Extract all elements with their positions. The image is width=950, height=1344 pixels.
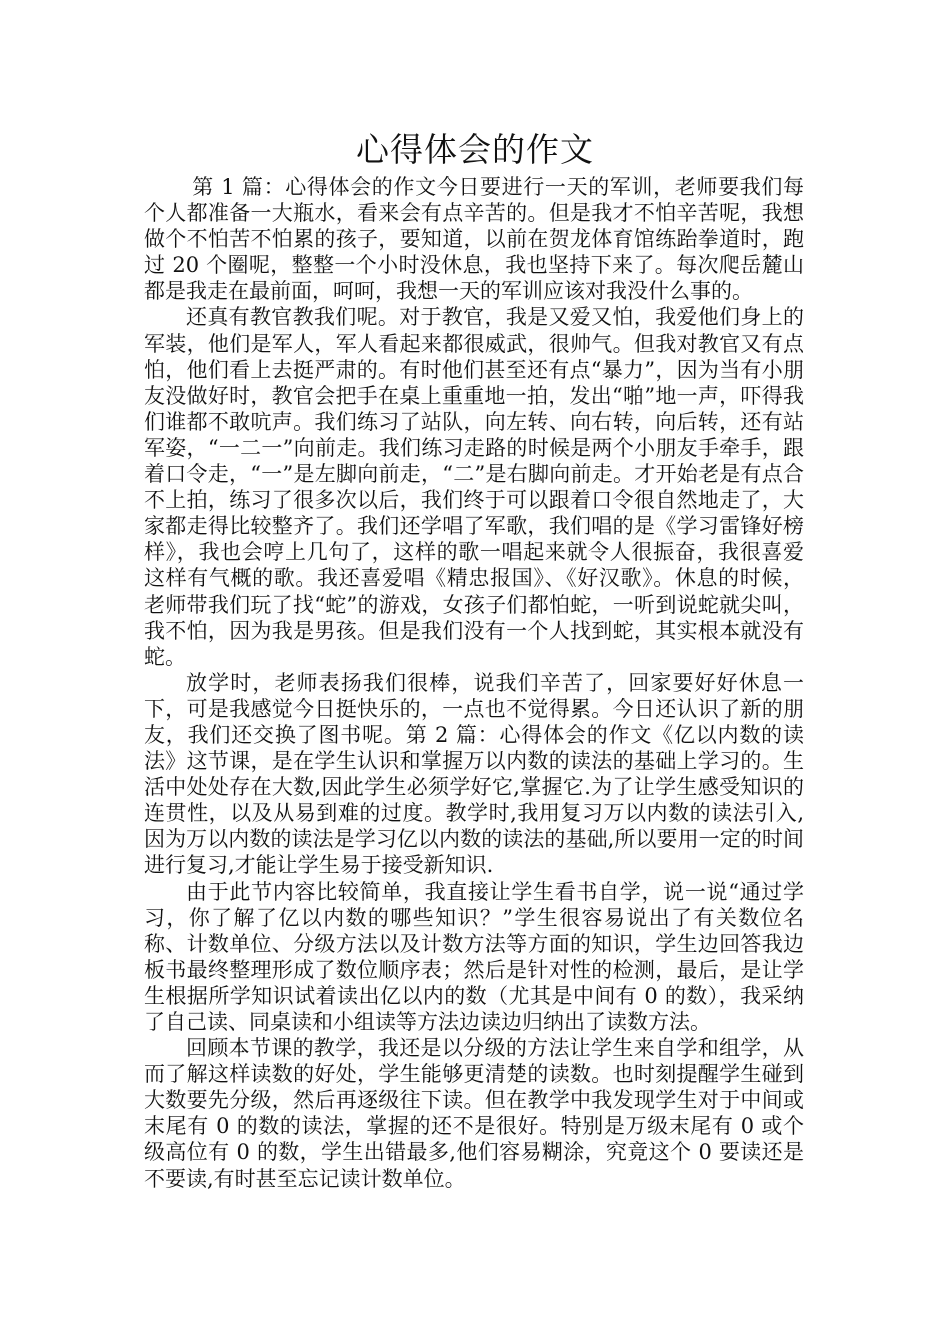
paragraph-4: 由于此节内容比较简单，我直接让学生看书自学，说一说“通过学习，你了解了亿以内数的哪些知识？”学生很容易说出了有关数位名称、计数单位、分级方法以及计数方法等方面的知识，学生边回答我边板书最终整理形成了数位顺序表；然后是针对性的检测，最后，是让学生根据所学知识试着读出亿以内的数（尤其是中间有 0 的数），我采纳了自己读、同桌读和小组读等方法边读边归纳出了读数方法。 (144, 879, 804, 1034)
document-body (144, 174, 804, 1192)
paragraph-5: 回顾本节课的教学，我还是以分级的方法让学生来自学和组学，从而了解这样读数的好处，学生能够更清楚的读数。也时刻提醒学生碰到大数要先分级，然后再逐级往下读。但在教学中我发现学生对于中间或末尾有 0 的数的读法，掌握的还不是很好。特别是万级末尾有 0 或个级高位有 0 的数，学生出错最多,他们容易糊涂，究竟这个 0 要读还是不要读,有时甚至忘记读计数单位。 (144, 1036, 804, 1191)
paragraph-3: 放学时，老师表扬我们很棒，说我们辛苦了，回家要好好休息一下，可是我感觉今日挺快乐的，一点也不觉得累。今日还认识了新的朋友，我们还交换了图书呢。第 2 篇：心得体会的作文《亿以内数的读法》这节课，是在学生认识和掌握万以内数的读法的基础上学习的。生活中处处存在大数,因此学生必须学好它,掌握它.为了让学生感受知识的连贯性，以及从易到难的过度。教学时,我用复习万以内数的读法引入,因为万以内数的读法是学习亿以内数的读法的基础,所以要用一定的时间进行复习,才能让学生易于接受新知识. (144, 670, 804, 878)
paragraph-2: 还真有教官教我们呢。对于教官，我是又爱又怕，我爱他们身上的军装，他们是军人，军人看起来都很威武，很帅气。但我对教官又有点怕，他们看上去挺严肃的。有时他们甚至还有点“暴力”，因为当有小朋友没做好时，教官会把手在桌上重重地一拍，发出“啪”地一声，吓得我们谁都不敢吭声。我们练习了站队，向左转、向右转，向后转，还有站军姿，“一二一”向前走。我们练习走路的时候是两个小朋友手牵手，跟着口令走，“一”是左脚向前走，“二”是右脚向前走。才开始老是有点合不上拍，练习了很多次以后，我们终于可以跟着口令很自然地走了，大家都走得比较整齐了。我们还学唱了军歌，我们唱的是《学习雷锋好榜样》，我也会哼上几句了，这样的歌一唱起来就令人很振奋，我很喜爱这样有气概的歌。我还喜爱唱《精忠报国》、《好汉歌》。休息的时候，老师带我们玩了找“蛇”的游戏，女孩子们都怕蛇，一听到说蛇就尖叫，我不怕，因为我是男孩。但是我们没有一个人找到蛇，其实根本就没有蛇。 (144, 305, 804, 669)
document-title: 心得体会的作文 (356, 130, 594, 169)
paragraph-1: 第 1 篇：心得体会的作文今日要进行一天的军训，老师要我们每个人都准备一大瓶水，看来会有点辛苦的。但是我才不怕辛苦呢，我想做个不怕苦不怕累的孩子，要知道，以前在贺龙体育馆练跆拳道时，跑过 20 个圈呢，整整一个小时没休息，我也坚持下来了。每次爬岳麓山都是我走在最前面，呵呵，我想一天的军训应该对我没什么事的。 (144, 175, 804, 304)
